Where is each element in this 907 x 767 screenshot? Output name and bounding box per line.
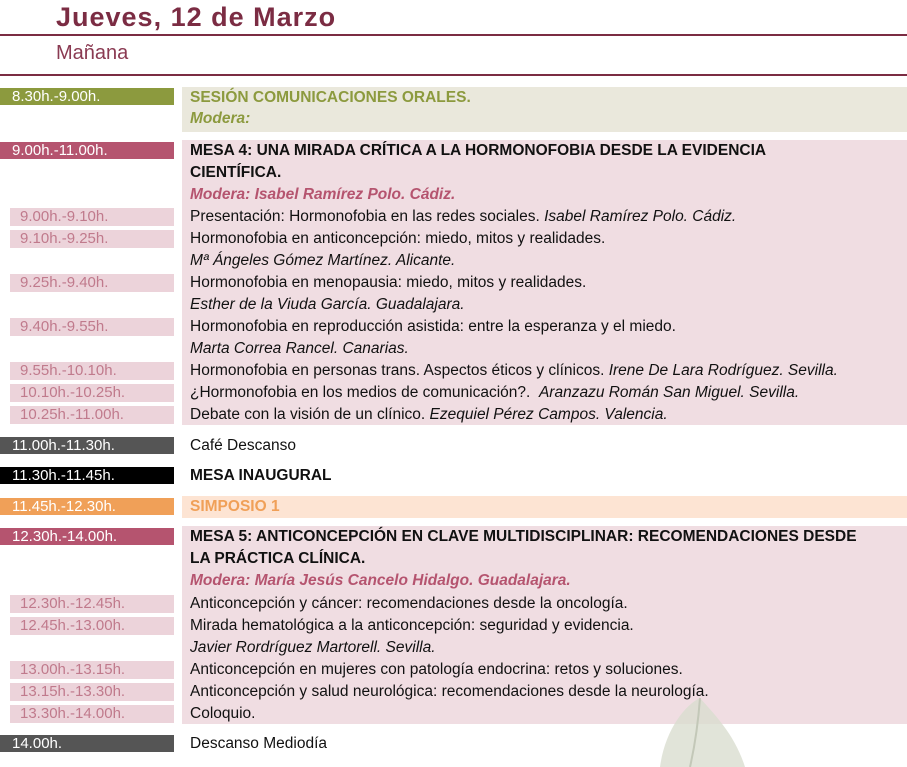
item-title: Anticoncepción y salud neurológica: recomendaciones desde la neurología. xyxy=(190,683,709,700)
item-speaker: Esther de la Viuda García. Guadalajara. xyxy=(190,296,465,313)
session-time: 11.30h.-11.45h. xyxy=(0,467,174,484)
header-divider xyxy=(0,74,907,76)
session-time: 11.45h.-12.30h. xyxy=(0,498,174,515)
item-speaker: Javier Rordríguez Martorell. Sevilla. xyxy=(190,639,436,656)
session-title: SESIÓN COMUNICACIONES ORALES. xyxy=(190,89,471,106)
item-title: Hormonofobia en menopausia: miedo, mitos y realidades. xyxy=(190,274,587,291)
item-title: Anticoncepción en mujeres con patología endocrina: retos y soluciones. xyxy=(190,661,683,678)
session-moderator: Modera: Isabel Ramírez Polo. Cádiz. xyxy=(190,186,456,203)
list-item xyxy=(190,404,668,426)
session-time: 8.30h.-9.00h. xyxy=(0,88,174,105)
header-divider xyxy=(0,34,907,36)
item-title: Coloquio. xyxy=(190,705,256,722)
page-subtitle: Mañana xyxy=(56,42,129,64)
item-speaker: Mª Ángeles Gómez Martínez. Alicante. xyxy=(190,252,456,269)
item-title: Anticoncepción y cáncer: recomendaciones desde la oncología. xyxy=(190,595,628,612)
session-time: 11.00h.-11.30h. xyxy=(0,437,174,454)
item-speaker: Irene De Lara Rodríguez. Sevilla. xyxy=(608,362,838,379)
item-title: Hormonofobia en anticoncepción: miedo, mitos y realidades. xyxy=(190,230,606,247)
item-time: 9.40h.-9.55h. xyxy=(10,318,174,336)
item-speaker: Ezequiel Pérez Campos. Valencia. xyxy=(429,406,668,423)
session-title: SIMPOSIO 1 xyxy=(190,498,280,515)
item-time: 12.45h.-13.00h. xyxy=(10,617,174,635)
session-title: Café Descanso xyxy=(190,437,296,454)
session-block-simposio xyxy=(182,496,907,518)
item-time: 9.00h.-9.10h. xyxy=(10,208,174,226)
item-time: 13.00h.-13.15h. xyxy=(10,661,174,679)
session-title: MESA 5: ANTICONCEPCIÓN EN CLAVE MULTIDISCIPLINAR: RECOMENDACIONES DESDE xyxy=(190,528,857,545)
session-moderator: Modera: xyxy=(190,110,251,127)
item-time: 10.25h.-11.00h. xyxy=(10,406,174,424)
item-time: 12.30h.-12.45h. xyxy=(10,595,174,613)
item-time: 9.10h.-9.25h. xyxy=(10,230,174,248)
page-title: Jueves, 12 de Marzo xyxy=(56,2,337,32)
session-title: CIENTÍFICA. xyxy=(190,164,282,181)
item-time: 10.10h.-10.25h. xyxy=(10,384,174,402)
item-speaker: Isabel Ramírez Polo. Cádiz. xyxy=(544,208,737,225)
item-speaker: Aranzazu Román San Miguel. Sevilla. xyxy=(538,384,800,401)
session-time: 12.30h.-14.00h. xyxy=(0,528,174,545)
item-title: Presentación: Hormonofobia en las redes sociales. xyxy=(190,208,540,225)
item-time: 9.55h.-10.10h. xyxy=(10,362,174,380)
session-title: MESA 4: UNA MIRADA CRÍTICA A LA HORMONOFOBIA DESDE LA EVIDENCIA xyxy=(190,142,767,159)
item-title: Mirada hematológica a la anticoncepción: seguridad y evidencia. xyxy=(190,617,634,634)
session-time: 9.00h.-11.00h. xyxy=(0,142,174,159)
item-title: ¿Hormonofobia en los medios de comunicación?. xyxy=(190,384,531,401)
list-item xyxy=(190,382,799,404)
list-item xyxy=(190,206,736,228)
item-title: Hormonofobia en personas trans. Aspectos éticos y clínicos. xyxy=(190,362,605,379)
item-time: 13.15h.-13.30h. xyxy=(10,683,174,701)
session-moderator: Modera: María Jesús Cancelo Hidalgo. Guadalajara. xyxy=(190,572,571,589)
list-item xyxy=(190,360,838,382)
item-title: Debate con la visión de un clínico. xyxy=(190,406,426,423)
leaf-decoration-icon xyxy=(640,690,750,767)
item-time: 13.30h.-14.00h. xyxy=(10,705,174,723)
item-time: 9.25h.-9.40h. xyxy=(10,274,174,292)
item-speaker: Marta Correa Rancel. Canarias. xyxy=(190,340,409,357)
session-title: LA PRÁCTICA CLÍNICA. xyxy=(190,550,366,567)
session-title: Descanso Mediodía xyxy=(190,735,327,752)
session-time: 14.00h. xyxy=(0,735,174,752)
session-title: MESA INAUGURAL xyxy=(190,467,332,484)
item-title: Hormonofobia en reproducción asistida: entre la esperanza y el miedo. xyxy=(190,318,676,335)
